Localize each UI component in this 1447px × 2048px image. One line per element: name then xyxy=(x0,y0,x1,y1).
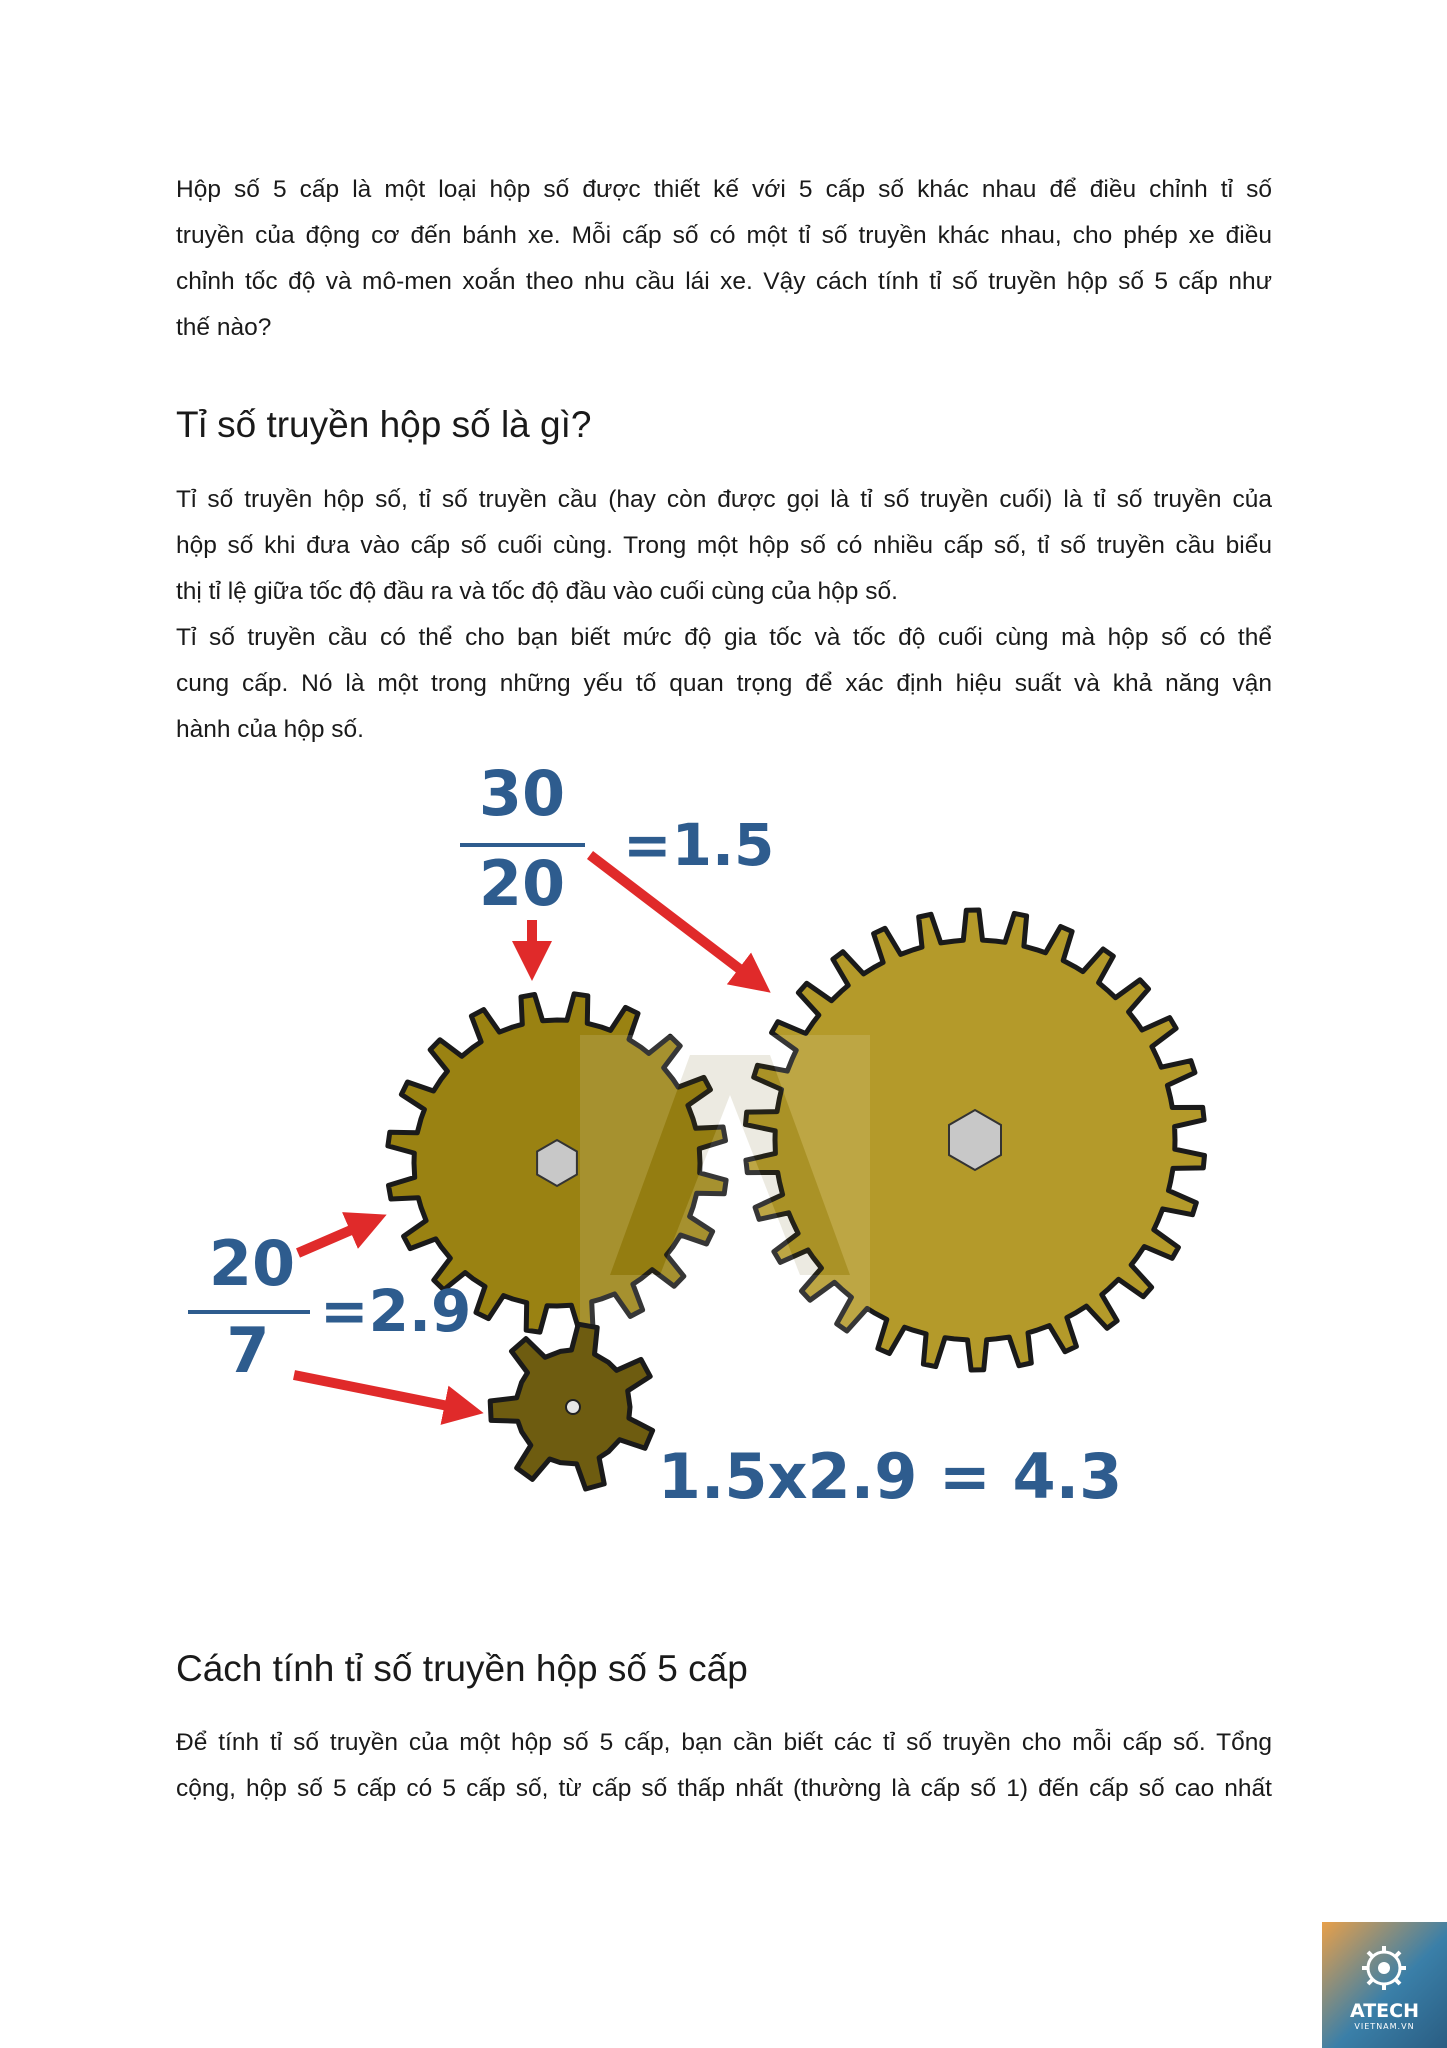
gear-logo-icon xyxy=(1322,1922,1447,2002)
section2-line: cộng, hộp số 5 cấp có 5 cấp số, từ cấp số thấp nhất (thường là cấp số 1) đến cấp số cao nhất xyxy=(176,1775,1272,1802)
section1-paragraph xyxy=(176,477,1272,753)
ratio1-denominator: 20 xyxy=(478,847,566,920)
section1-line: thị tỉ lệ giữa tốc độ đầu ra và tốc độ đầu vào cuối cùng của hộp số. xyxy=(176,578,898,605)
intro-line: thế nào? xyxy=(176,314,272,341)
intro-line: truyền của động cơ đến bánh xe. Mỗi cấp số có một tỉ số truyền khác nhau, cho phép xe điều xyxy=(176,222,1272,249)
atech-badge xyxy=(1322,1922,1447,2048)
section1-line: hộp số khi đưa vào cấp số cuối cùng. Trong một hộp số có nhiều cấp số, tỉ số truyền cầu biểu xyxy=(176,532,1272,559)
section1-line: hành của hộp số. xyxy=(176,716,364,743)
badge-subtitle: VIETNAM.VN xyxy=(1354,2022,1415,2031)
ratio2-denominator: 7 xyxy=(226,1314,270,1387)
small-gear-hub xyxy=(566,1400,580,1414)
ratio2-result: =2.9 xyxy=(320,1277,472,1345)
ratio2-numerator: 20 xyxy=(208,1227,296,1300)
section1-line: Tỉ số truyền hộp số, tỉ số truyền cầu (hay còn được gọi là tỉ số truyền cuối) là tỉ số truyền của xyxy=(176,486,1272,513)
total-ratio: 1.5x2.9 = 4.3 xyxy=(657,1440,1123,1513)
intro-line: Hộp số 5 cấp là một loại hộp số được thiết kế với 5 cấp số khác nhau để điều chỉnh tỉ số xyxy=(176,176,1272,203)
ratio1-result: =1.5 xyxy=(623,811,775,879)
section2-heading: Cách tính tỉ số truyền hộp số 5 cấp xyxy=(176,1648,748,1689)
badge-brand: ATECH xyxy=(1349,2000,1419,2022)
intro-paragraph xyxy=(176,167,1272,351)
ratio1-numerator: 30 xyxy=(478,765,566,830)
intro-line: chỉnh tốc độ và mô-men xoắn theo nhu cầu lái xe. Vậy cách tính tỉ số truyền hộp số 5 cấp như xyxy=(176,268,1272,295)
arrow-to-small-gear-icon xyxy=(294,1375,468,1410)
section1-line: Tỉ số truyền cầu có thể cho bạn biết mức độ gia tốc và tốc độ cuối cùng mà hộp số có thể xyxy=(176,624,1272,651)
medium-gear-hub xyxy=(537,1140,577,1186)
gear-ratio-figure xyxy=(170,765,1250,1545)
section2-line: Để tính tỉ số truyền của một hộp số 5 cấp, bạn cần biết các tỉ số truyền cho mỗi cấp số. Tổng xyxy=(176,1729,1272,1756)
watermark-logo xyxy=(580,1035,870,1335)
section1-heading: Tỉ số truyền hộp số là gì? xyxy=(176,404,592,445)
section1-line: cung cấp. Nó là một trong những yếu tố quan trọng để xác định hiệu suất và khả năng vận xyxy=(176,670,1272,697)
section2-paragraph xyxy=(176,1720,1272,1812)
arrow-to-medium-gear-icon xyxy=(298,1221,372,1253)
